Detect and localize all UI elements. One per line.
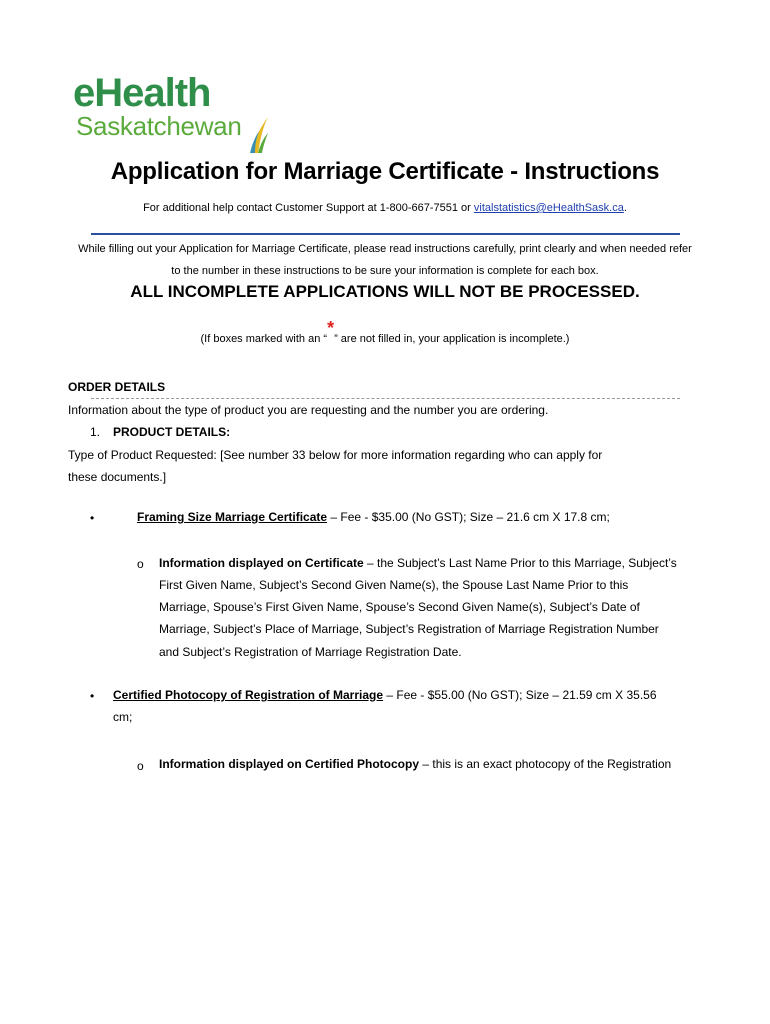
product-sub-line <box>159 552 677 574</box>
sub-line: – this is an exact photocopy of the Registration <box>419 757 672 771</box>
sub-line: – the Subject’s Last Name Prior to this Marriage, Subject’s <box>363 556 677 570</box>
flame-icon <box>248 113 270 155</box>
contact-suffix: . <box>623 202 627 214</box>
intro-line-1: While filling out your Application for Marriage Certificate, please read instructions carefully, print clearly and when needed refer <box>78 243 692 255</box>
sub-heading: Information displayed on Certificate <box>159 556 364 570</box>
intro-line-2: to the number in these instructions to be sure your information is complete for each box. <box>171 265 599 277</box>
product-details-heading: PRODUCT DETAILS: <box>113 425 231 439</box>
order-details-heading: ORDER DETAILS <box>68 380 166 394</box>
sub-bullet-icon: o <box>137 759 144 773</box>
sub-heading: Information displayed on Certified Photocopy <box>159 757 420 771</box>
logo-subtitle: Saskatchewan <box>76 111 242 141</box>
product-name: Framing Size Marriage Certificate <box>137 510 328 524</box>
page-title: Application for Marriage Certificate - Instructions <box>110 158 660 185</box>
product-fee-size: – Fee - $35.00 (No GST); Size – 21.6 cm X 17.8 cm; <box>327 510 610 524</box>
product-item <box>137 506 610 528</box>
product-name: Certified Photocopy of Registration of Marriage <box>113 688 384 702</box>
item-number: 1. <box>90 425 101 439</box>
contact-line <box>0 202 770 214</box>
header-divider <box>91 233 680 235</box>
required-note <box>0 318 770 347</box>
product-sub-line <box>159 753 671 775</box>
product-type-line-1: Type of Product Requested: [See number 33 below for more information regarding who can apply for <box>68 448 603 462</box>
bullet-icon: • <box>90 689 95 703</box>
product-type-line-2: these documents.] <box>68 470 167 484</box>
note-after: ” are not filled in, your application is incomplete.) <box>334 333 570 345</box>
logo-wordmark: eHealth <box>73 71 211 115</box>
product-item <box>113 684 657 706</box>
sub-line: Marriage, Subject’s Place of Marriage, Subject’s Registration of Marriage Registration Number <box>159 622 659 636</box>
product-fee-size-cont: cm; <box>113 710 133 724</box>
product-fee-size: – Fee - $55.00 (No GST); Size – 21.59 cm X 35.56 <box>383 688 657 702</box>
bullet-icon: • <box>90 511 95 525</box>
contact-prefix: For additional help contact Customer Support at 1-800-667-7551 or <box>143 202 474 214</box>
sub-bullet-icon: o <box>137 557 144 571</box>
sub-line: First Given Name, Subject’s Second Given Name(s), the Spouse Last Name Prior to this <box>159 578 629 592</box>
incomplete-warning: ALL INCOMPLETE APPLICATIONS WILL NOT BE PROCESSED. <box>130 282 640 301</box>
support-email-link[interactable]: vitalstatistics@eHealthSask.ca <box>473 202 624 214</box>
note-before: (If boxes marked with an “ <box>200 333 328 345</box>
sub-line: and Subject’s Registration of Marriage Registration Date. <box>159 645 462 659</box>
order-details-description: Information about the type of product you are requesting and the number you are ordering. <box>68 403 549 417</box>
required-star-icon: * <box>327 318 335 338</box>
sub-line: Marriage, Spouse’s First Given Name, Spouse’s Second Given Name(s), Subject’s Date of <box>159 600 640 614</box>
